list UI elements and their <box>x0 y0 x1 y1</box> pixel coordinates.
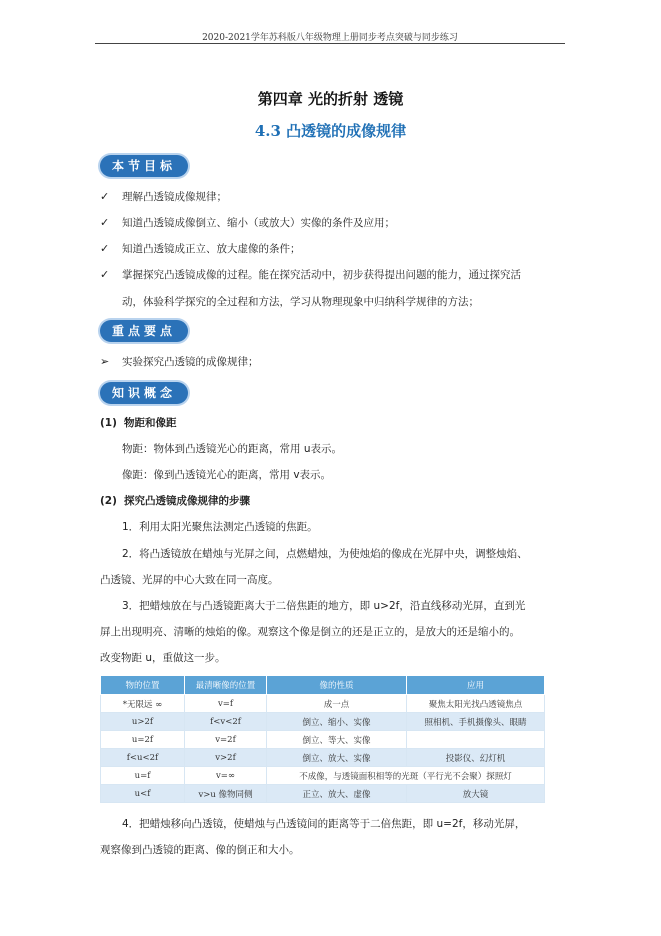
step-4-cont: 观察像到凸透镜的距离、像的倒正和大小。 <box>100 844 300 856</box>
table-cell: v>2f <box>185 749 267 767</box>
table-cell: 成一点 <box>267 695 407 713</box>
table-cell: v=∞ <box>185 767 267 785</box>
table-cell: v>u 像物同侧 <box>185 785 267 803</box>
table-cell: v=2f <box>185 731 267 749</box>
step-2-cont: 凸透镜、光屏的中心大致在同一高度。 <box>100 574 279 586</box>
chapter-title: 第四章 光的折射 透镜 <box>257 90 404 108</box>
imaging-rules-table <box>100 675 545 803</box>
table-cell: f<v<2f <box>185 713 267 731</box>
table-cell: 倒立、等大、实像 <box>267 731 407 749</box>
table-row <box>101 767 545 785</box>
step-1: 1．利用太阳光聚焦法测定凸透镜的焦距。 <box>122 521 318 533</box>
table-row <box>101 785 545 803</box>
table-row <box>101 713 545 731</box>
table-cell: v=f <box>185 695 267 713</box>
check-icon: ✓ <box>100 242 110 255</box>
table-cell: 倒立、放大、实像 <box>267 749 407 767</box>
subsection-1 <box>100 416 177 430</box>
table-cell: u<f <box>101 785 185 803</box>
knowledge-badge: 知识概念 <box>100 382 188 404</box>
goal-item: ✓ 知道凸透镜成像倒立、缩小（或放大）实像的条件及应用； <box>100 216 395 229</box>
table-row <box>101 695 545 713</box>
section-title: 4.3 凸透镜的成像规律 <box>254 122 407 140</box>
goal-item-continuation: 动，体验科学探究的全过程和方法，学习从物理现象中归纳科学规律的方法； <box>122 296 479 308</box>
table-row <box>101 731 545 749</box>
table-header-row <box>101 676 545 695</box>
table-cell: 倒立、缩小、实像 <box>267 713 407 731</box>
goals-badge: 本节目标 <box>100 155 188 177</box>
table-cell: u=f <box>101 767 185 785</box>
subsection-number: (1) <box>100 417 117 429</box>
goal-item: ✓ 掌握探究凸透镜成像的过程。能在探究活动中，初步获得提出问题的能力，通过探究活 <box>100 268 521 281</box>
subsection-title: 探究凸透镜成像规律的步骤 <box>124 495 250 507</box>
goal-item: ✓ 理解凸透镜成像规律； <box>100 190 227 203</box>
header-divider <box>95 43 565 44</box>
goal-item: ✓ 知道凸透镜成正立、放大虚像的条件； <box>100 242 301 255</box>
table-header-cell: 物的位置 <box>101 676 185 695</box>
table-row <box>101 749 545 767</box>
table-cell: u=2f <box>101 731 185 749</box>
table-cell: 正立、放大、虚像 <box>267 785 407 803</box>
step-3-cont: 改变物距 u，重做这一步。 <box>100 652 226 664</box>
arrow-bullet-icon: ➢ <box>100 355 110 368</box>
subsection-number: (2) <box>100 495 117 507</box>
table-cell: u>2f <box>101 713 185 731</box>
table-cell: 照相机、手机摄像头、眼睛 <box>407 713 545 731</box>
key-point-item: ➢ 实验探究凸透镜的成像规律； <box>100 355 259 368</box>
table-header-cell: 最清晰像的位置 <box>185 676 267 695</box>
step-3-cont: 屏上出现明亮、清晰的烛焰的像。观察这个像是倒立的还是正立的，是放大的还是缩小的。 <box>100 626 520 638</box>
subsection-title: 物距和像距 <box>124 417 177 429</box>
step-2: 2．将凸透镜放在蜡烛与光屏之间，点燃蜡烛，为使烛焰的像成在光屏中央，调整烛焰、 <box>122 548 528 560</box>
table-cell: *无限远 ∞ <box>101 695 185 713</box>
table-cell: 聚焦太阳光找凸透镜焦点 <box>407 695 545 713</box>
table-cell: 放大镜 <box>407 785 545 803</box>
page-header: 2020-2021学年苏科版八年级物理上册同步考点突破与同步练习 <box>202 33 458 43</box>
table-cell: f<u<2f <box>101 749 185 767</box>
step-3: 3．把蜡烛放在与凸透镜距离大于二倍焦距的地方，即 u>2f，沿直线移动光屏，直到光 <box>122 600 526 612</box>
table-cell <box>407 731 545 749</box>
table-header-cell: 应用 <box>407 676 545 695</box>
subsection-2 <box>100 494 250 508</box>
check-icon: ✓ <box>100 190 110 203</box>
key-points-badge: 重点要点 <box>100 320 188 342</box>
table-cell: 投影仪、幻灯机 <box>407 749 545 767</box>
table-header-cell: 像的性质 <box>267 676 407 695</box>
step-4: 4．把蜡烛移向凸透镜，使蜡烛与凸透镜间的距离等于二倍焦距，即 u=2f，移动光屏， <box>122 818 526 830</box>
definition-line: 像距：像到凸透镜光心的距离，常用 v表示。 <box>122 469 332 481</box>
check-icon: ✓ <box>100 216 110 229</box>
definition-line: 物距：物体到凸透镜光心的距离，常用 u表示。 <box>122 443 342 455</box>
check-icon: ✓ <box>100 268 110 281</box>
table-cell: 不成像，与透镜面积相等的光斑（平行光不会聚）探照灯 <box>267 767 545 785</box>
